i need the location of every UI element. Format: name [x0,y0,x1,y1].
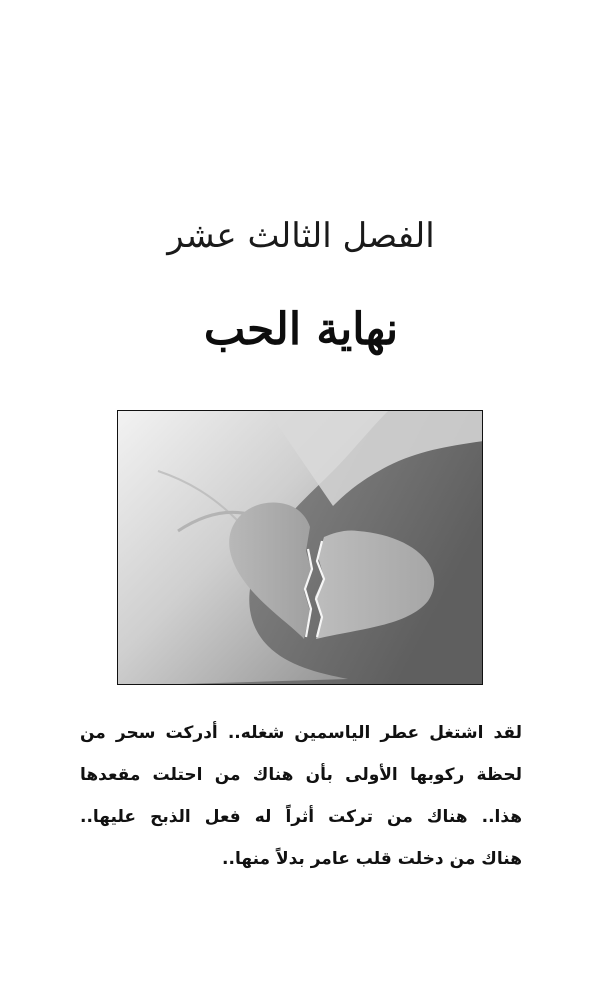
body-paragraph [80,712,522,880]
chapter-title: نهاية الحب [203,304,399,355]
body-line: هناك من دخلت قلب عامر بدلاً منها.. [222,849,522,869]
body-line: لحظة ركوبها الأولى بأن هناك من احتلت مقعدها [80,765,522,785]
chapter-label: الفصل الثالث عشر [167,216,435,256]
body-line: لقد اشتغل عطر الياسمين شغله.. أدركت سحر من [80,723,522,743]
illustration [117,410,483,685]
body-line: هذا.. هناك من تركت أثراً له فعل الذبح عليها.. [80,807,522,827]
broken-heart-on-hand-icon [118,411,483,685]
